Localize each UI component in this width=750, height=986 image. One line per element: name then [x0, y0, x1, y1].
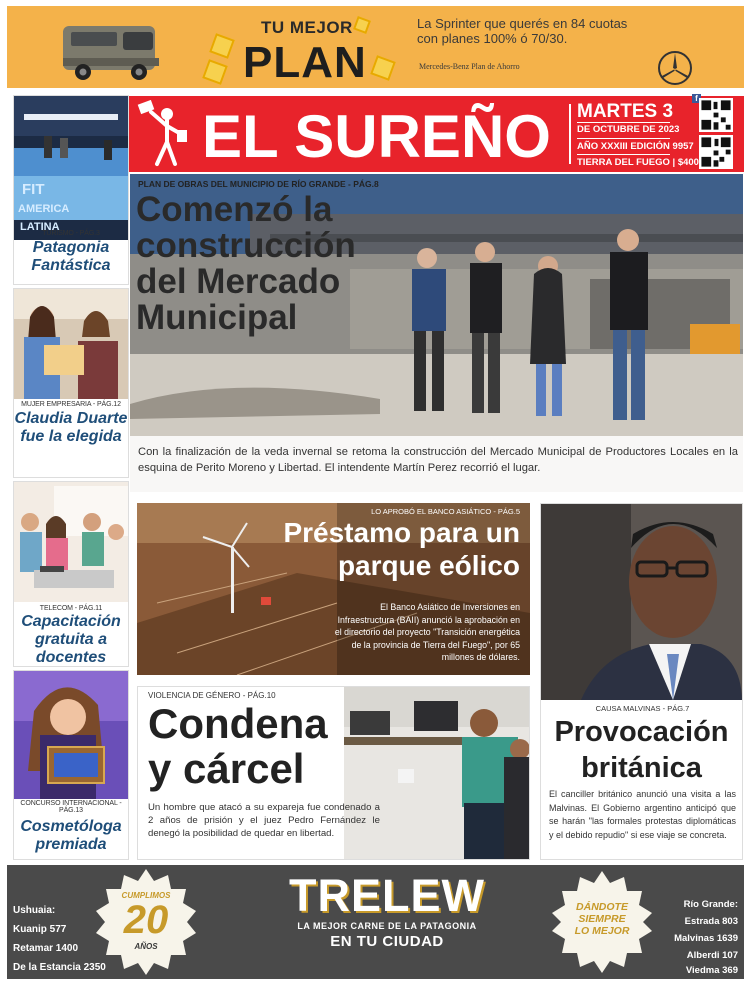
sidebar-kicker: TELECOM - PÁG.11	[39, 605, 103, 612]
malvinas-headline[interactable]: Provocación británica	[554, 716, 729, 784]
main-story[interactable]	[130, 174, 743, 492]
violence-body: Un hombre que atacó a su expareja fue condenado a 2 años de prisión y el juez Pedro Fernández le denegó la posibilidad de quedar en libertad.	[148, 802, 380, 839]
sidebar-kicker: MUJER EMPRESARIA - PÁG.12	[21, 401, 121, 408]
sidebar-title: Capacitación gratuita a docentes	[21, 613, 121, 666]
bottom-advertisement[interactable]	[7, 865, 744, 979]
slogan-big: EN TU CIUDAD	[330, 933, 444, 950]
issue-day: MARTES 3	[577, 101, 674, 122]
cube-decoration	[209, 33, 235, 59]
wind-headline[interactable]: Préstamo para un parque eólico	[283, 517, 520, 581]
sidebar-title: Claudia Duarte fue la elegida	[14, 410, 128, 445]
facebook-icon[interactable]: f	[692, 94, 701, 103]
masthead-rule	[577, 138, 670, 139]
qr-code-icon[interactable]	[699, 135, 733, 169]
sidebar-kicker: CONCURSO INTERNACIONAL - PÁG.13	[20, 800, 122, 814]
badge-number: 20	[123, 898, 169, 942]
violence-headline[interactable]: Condena y cárcel	[148, 700, 328, 792]
masthead-rule	[577, 122, 670, 123]
top-advertisement[interactable]	[7, 6, 744, 88]
malvinas-body: El canciller británico anunció una visita a las Malvinas. El Gobierno argentino anticipó que se harán "las formales protestas diplomáticas y el debido repudio" si ese viaje se concreta.	[549, 789, 736, 840]
promise-line: LO MEJOR	[574, 925, 630, 937]
cosmetologist-award-photo	[14, 671, 128, 799]
main-kicker: PLAN DE OBRAS DEL MUNICIPIO DE RÍO GRANDE - PÁG.8	[138, 179, 379, 189]
women-award-photo	[14, 289, 128, 399]
issue-region-price: TIERRA DEL FUEGO | $400	[577, 157, 699, 168]
badge-top-text: CUMPLIMOS	[121, 891, 171, 900]
svg-text:LATINA: LATINA	[20, 221, 60, 233]
sidebar-story-entrepreneur[interactable]	[13, 288, 129, 478]
malvinas-story[interactable]	[540, 503, 743, 860]
ad-brand: Mercedes-Benz Plan de Ahorro	[419, 62, 520, 71]
ad-text: La Sprinter que querés en 84 cuotas con planes 100% ó 70/30.	[417, 16, 628, 46]
ad-headline-big: PLAN	[243, 38, 367, 87]
violence-kicker: VIOLENCIA DE GÉNERO - PÁG.10	[148, 691, 276, 700]
ad-headline-small: TU MEJOR	[261, 18, 353, 37]
promise-line: SIEMPRE	[578, 913, 626, 925]
sidebar-story-telecom[interactable]	[13, 481, 129, 667]
svg-text:AMERICA: AMERICA	[18, 203, 70, 215]
sidebar-title: Cosmetóloga premiada	[20, 818, 122, 853]
branch-address: De la Estancia 2350	[13, 962, 106, 973]
badge-bottom-text: AÑOS	[134, 942, 158, 951]
malvinas-kicker: CAUSA MALVINAS - PÁG.7	[595, 704, 690, 713]
sidebar-story-tourism[interactable]	[13, 95, 129, 285]
trelew-brand: TRELEW	[289, 870, 485, 921]
branch-address: Retamar 1400	[13, 943, 79, 954]
mercedes-logo-icon	[657, 50, 693, 86]
wind-farm-story[interactable]	[137, 503, 530, 675]
branch-address: Estrada 803	[684, 916, 738, 927]
branch-address: Malvinas 1639	[674, 933, 738, 944]
qr-code-icon[interactable]	[699, 98, 733, 132]
paperboy-logo-icon	[137, 100, 193, 170]
van-image	[61, 18, 161, 82]
branch-address: Alberdi 107	[686, 950, 738, 961]
promise-line: DÁNDOTE	[576, 901, 628, 913]
issue-edition: AÑO XXXIII EDICIÓN 9957	[577, 141, 694, 152]
main-headline[interactable]: Comenzó la construcción del Mercado Municipal	[136, 190, 356, 337]
branch-city: Río Grande:	[683, 899, 738, 910]
slogan-small: LA MEJOR CARNE DE LA PATAGONIA	[297, 921, 477, 931]
minister-portrait-photo	[541, 504, 742, 700]
issue-date: DE OCTUBRE DE 2023	[577, 124, 680, 135]
cube-decoration	[370, 55, 396, 81]
newspaper-title: EL SUREÑO	[202, 103, 551, 170]
cube-decoration	[202, 59, 228, 85]
violence-story[interactable]	[137, 686, 530, 860]
sidebar-title: Patagonia Fantástica	[31, 239, 111, 274]
masthead-rule	[577, 154, 670, 155]
masthead	[129, 96, 744, 172]
teachers-class-photo	[14, 482, 128, 602]
branch-address: Viedma 369	[685, 965, 738, 976]
main-summary: Con la finalización de la veda invernal se retoma la construcción del Mercado Municipal de Productores Locales en la esquina de Perito Moreno y Libertad. El intendente Martín Perez recorrió el lugar.	[138, 446, 738, 474]
branch-city: Ushuaia:	[13, 905, 56, 916]
fair-stand-photo	[14, 96, 128, 240]
sidebar-kicker: TURISMO - PÁG.3	[42, 230, 100, 237]
svg-text:FIT: FIT	[22, 181, 45, 198]
wind-kicker: LO APROBÓ EL BANCO ASIÁTICO - PÁG.5	[371, 507, 520, 516]
masthead-divider	[569, 104, 571, 164]
wind-body: El Banco Asiático de Inversiones en Infraestructura (BAII) anunció la aprobación en el directorio del proyecto "Transición energética de la provincia de Tierra del Fuego", por 65 millones de dólares.	[334, 602, 520, 662]
branch-address: Kuanip 577	[13, 924, 67, 935]
sidebar-story-contest[interactable]	[13, 670, 129, 860]
cube-decoration	[353, 16, 371, 34]
